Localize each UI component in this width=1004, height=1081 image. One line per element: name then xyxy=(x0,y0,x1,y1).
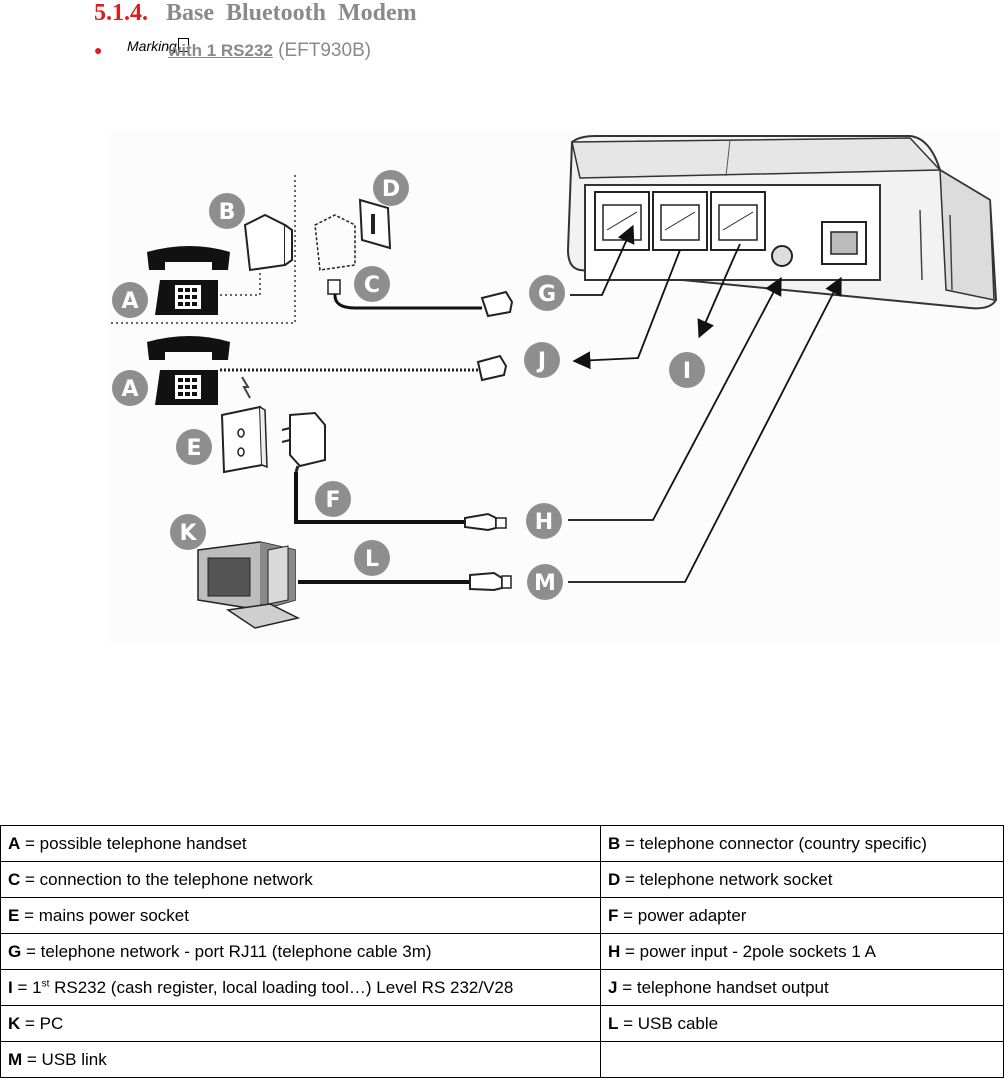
table-row xyxy=(1,898,1004,934)
badge-M xyxy=(527,564,563,600)
badge-F xyxy=(315,481,351,517)
legend-cell: B = telephone connector (country specific) xyxy=(601,826,1004,862)
svg-text:H: H xyxy=(534,510,554,535)
badge-H xyxy=(526,503,562,539)
svg-text:A: A xyxy=(121,377,139,402)
badge-C xyxy=(354,266,390,302)
table-row xyxy=(1,862,1004,898)
badge-A-top xyxy=(112,282,148,318)
legend-cell: M = USB link xyxy=(1,1042,601,1078)
telephone-handset-icon xyxy=(147,246,230,315)
legend-cell: E = mains power socket xyxy=(1,898,601,934)
model-code: (EFT930B) xyxy=(278,40,372,61)
section-number: 5.1.4. xyxy=(94,0,148,26)
legend-cell-empty xyxy=(601,1042,1004,1078)
legend-cell: K = PC xyxy=(1,1006,601,1042)
table-row xyxy=(1,826,1004,862)
section-heading xyxy=(94,0,417,28)
rj11-port-3 xyxy=(711,192,765,250)
rj11-plug-icon xyxy=(478,356,506,380)
svg-text:M: M xyxy=(534,571,556,596)
svg-text:I: I xyxy=(682,359,692,384)
telephone-handset-icon xyxy=(147,336,230,405)
power-jack-icon xyxy=(772,246,792,266)
legend-cell: F = power adapter xyxy=(601,898,1004,934)
badge-L xyxy=(354,540,390,576)
network-socket-icon xyxy=(360,200,390,248)
legend-cell: I = 1st RS232 (cash register, local loading tool…) Level RS 232/V28 xyxy=(1,970,601,1006)
table-row xyxy=(1,970,1004,1006)
badge-K xyxy=(170,514,206,550)
legend-cell: A = possible telephone handset xyxy=(1,826,601,862)
badge-D xyxy=(373,170,409,206)
badge-E xyxy=(176,429,212,465)
legend-table xyxy=(0,825,1004,1078)
bullet-text xyxy=(168,40,371,62)
rj11-plug-icon xyxy=(482,292,512,316)
table-row xyxy=(1,934,1004,970)
svg-text:G: G xyxy=(537,282,557,307)
legend-cell: H = power input - 2pole sockets 1 A xyxy=(601,934,1004,970)
section-title: Base Bluetooth Modem xyxy=(166,0,417,26)
badge-A-bottom xyxy=(112,370,148,406)
marking-label: Marking xyxy=(127,38,189,54)
rj11-port-1 xyxy=(595,192,649,250)
bullet-dot-icon: ● xyxy=(94,42,103,58)
legend-cell: L = USB cable xyxy=(601,1006,1004,1042)
pc-icon xyxy=(198,542,298,628)
table-row xyxy=(1,1006,1004,1042)
badge-I xyxy=(669,352,705,388)
rj11-port-2 xyxy=(653,192,707,250)
mains-socket-icon xyxy=(222,407,267,472)
svg-text:F: F xyxy=(325,488,341,513)
power-adapter-icon xyxy=(282,413,325,472)
table-row xyxy=(1,1042,1004,1078)
usb-plug-icon xyxy=(470,573,511,590)
telephone-connector-icon xyxy=(245,215,292,270)
legend-cell: D = telephone network socket xyxy=(601,862,1004,898)
rs232-link[interactable]: with 1 RS232 xyxy=(168,41,273,60)
svg-text:K: K xyxy=(179,521,197,546)
legend-cell: J = telephone handset output xyxy=(601,970,1004,1006)
svg-text:D: D xyxy=(381,177,401,202)
legend-cell: G = telephone network - port RJ11 (telephone cable 3m) xyxy=(1,934,601,970)
power-plug-icon xyxy=(465,514,506,530)
connection-diagram xyxy=(110,130,1000,645)
badge-B xyxy=(209,193,245,229)
svg-text:L: L xyxy=(364,547,380,572)
svg-text:J: J xyxy=(537,349,547,374)
usb-port xyxy=(822,222,866,264)
badge-J xyxy=(524,342,560,378)
svg-text:B: B xyxy=(218,200,236,225)
network-connector-icon xyxy=(315,215,355,294)
svg-text:C: C xyxy=(363,273,381,298)
base-modem xyxy=(568,136,996,308)
legend-cell: C = connection to the telephone network xyxy=(1,862,601,898)
badge-G xyxy=(529,275,565,311)
svg-text:A: A xyxy=(121,289,139,314)
svg-text:E: E xyxy=(186,436,202,461)
